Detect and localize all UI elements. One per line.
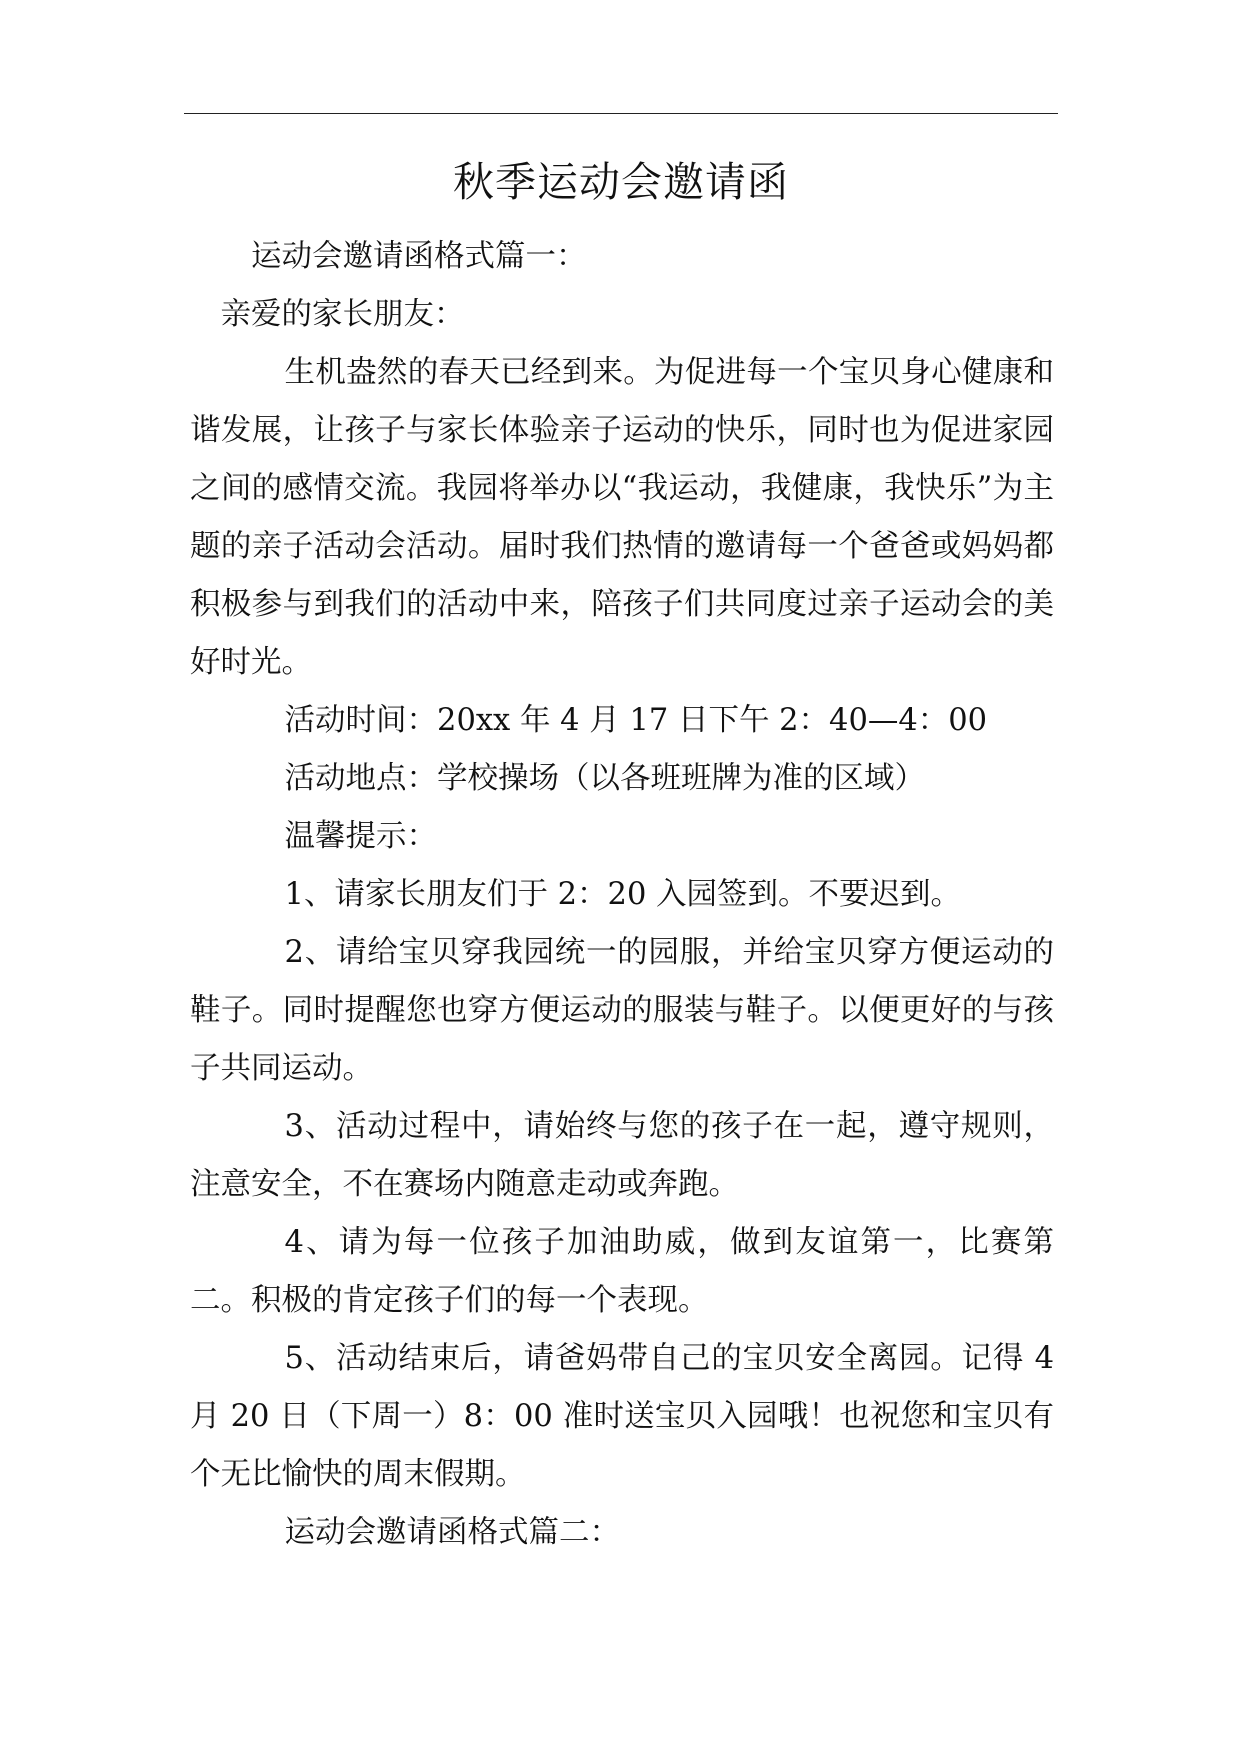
section-heading-1: 运动会邀请函格式篇一： (251, 239, 587, 274)
tip-5: 5、活动结束后，请爸妈带自己的宝贝安全离园。记得 4 月 20 日（下周一）8：00 准时送宝贝入园哦！也祝您和宝贝有个无比愉快的周末假期。 (190, 1341, 1054, 1492)
document-body (190, 228, 1054, 1562)
tip-2: 2、请给宝贝穿我园统一的园服，并给宝贝穿方便运动的鞋子。同时提醒您也穿方便运动的服装与鞋子。以便更好的与孩子共同运动。 (190, 935, 1054, 1086)
intro-paragraph: 生机盎然的春天已经到来。为促进每一个宝贝身心健康和谐发展，让孩子与家长体验亲子运动的快乐，同时也为促进家园之间的感情交流。我园将举办以“我运动，我健康，我快乐”为主题的亲子活动会活动。届时我们热情的邀请每一个爸爸或妈妈都积极参与到我们的活动中来，陪孩子们共同度过亲子运动会的美好时光。 (190, 355, 1054, 680)
tip-3: 3、活动过程中，请始终与您的孩子在一起，遵守规则，注意安全，不在赛场内随意走动或奔跑。 (190, 1109, 1054, 1202)
event-location: 活动地点：学校操场（以各班班牌为准的区域） (284, 761, 926, 796)
event-time: 活动时间：20xx 年 4 月 17 日下午 2：40—4：00 (284, 703, 988, 738)
tips-heading: 温馨提示： (284, 819, 438, 854)
section-heading-2: 运动会邀请函格式篇二： (284, 1515, 621, 1550)
document-title: 秋季运动会邀请函 (453, 158, 789, 206)
header-rule (184, 113, 1058, 114)
salutation: 亲爱的家长朋友： (220, 297, 465, 332)
tip-1: 1、请家长朋友们于 2：20 入园签到。不要迟到。 (284, 877, 962, 912)
tip-4: 4、请为每一位孩子加油助威，做到友谊第一，比赛第二。积极的肯定孩子们的每一个表现。 (190, 1225, 1054, 1318)
